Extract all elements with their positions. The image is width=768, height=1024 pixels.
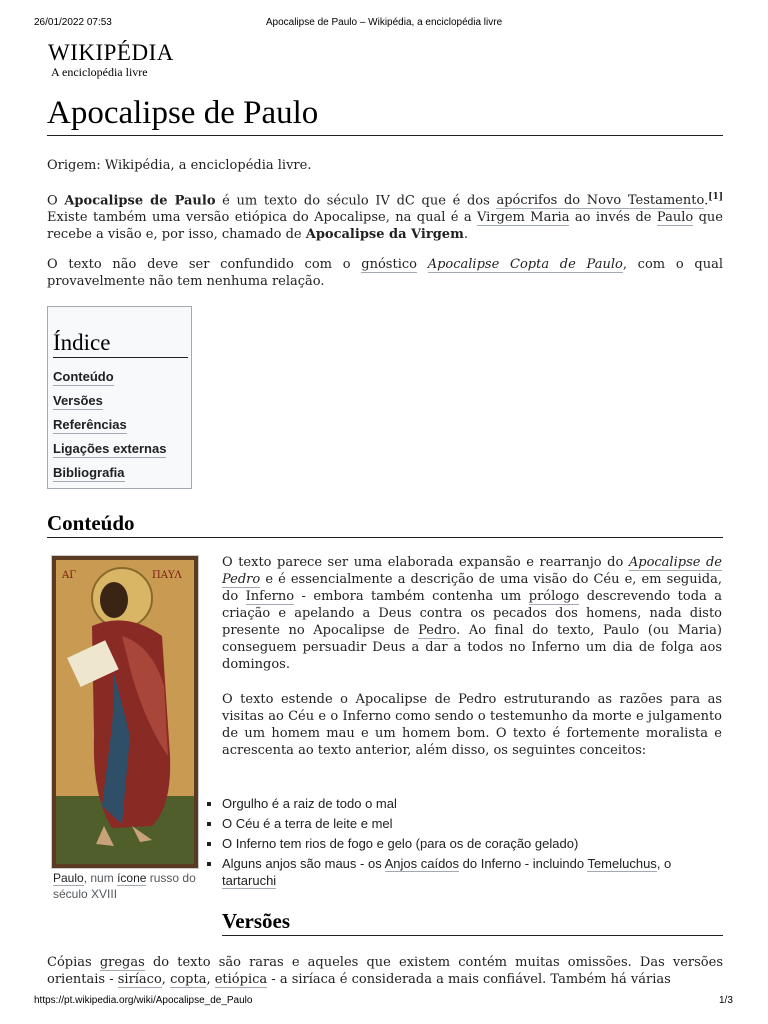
link-pedro[interactable]: Pedro: [418, 623, 457, 638]
section-heading-conteudo: Conteúdo: [47, 509, 723, 538]
logo-wordmark: WIKIPÉDIA: [48, 40, 174, 65]
image-caption: Paulo, num ícone russo do século XVIII: [53, 871, 196, 901]
link-gnostico[interactable]: gnóstico: [361, 257, 417, 272]
link-siriaco[interactable]: siríaco: [117, 972, 162, 987]
bold-term: Apocalipse de Paulo: [64, 193, 216, 209]
paulo-icon-image[interactable]: [51, 555, 199, 869]
caption-link-paulo[interactable]: Paulo: [53, 871, 84, 885]
origin-line: Origem: Wikipédia, a enciclopédia livre.: [47, 158, 312, 173]
caption-link-icone[interactable]: ícone: [117, 871, 147, 885]
link-inferno[interactable]: Inferno: [245, 589, 295, 604]
section-heading-versoes: Versões: [222, 907, 723, 936]
link-temeluchus[interactable]: Temeluchus: [587, 856, 657, 871]
table-of-contents: [47, 306, 192, 489]
intro-paragraph-1: O Apocalipse de Paulo é um texto do século IV dC que é dos apócrifos do Novo Testamento.[1] Existe também uma versão etiópica do Apocalipse, na qual é a Virgem Maria ao invés de Paulo que recebe a visão e, por isso, chamado de Apocalipse da Virgem.: [47, 192, 723, 243]
list-item: ▪ O Céu é a terra de leite e mel: [222, 815, 722, 832]
toc-item-conteudo[interactable]: Conteúdo: [53, 369, 114, 384]
toc-item-versoes[interactable]: Versões: [53, 393, 103, 408]
conteudo-paragraph-1: O texto parece ser uma elaborada expansão e rearranjo do Apocalipse de Pedro e é essencialmente a descrição de uma visão do Céu e, em seguida, do Inferno - embora também contenha um prólogo descrevendo toda a criação e apelando a Deus contra os pecados dos homens, nada disto presente no Apocalipse de Pedro. Ao final do texto, Paulo (ou Maria) conseguem persuadir Deus a dar a todos no Inferno um dia de folga aos domingos.: [222, 555, 723, 672]
reference-1[interactable]: [1]: [708, 192, 723, 202]
conteudo-paragraph-2: O texto estende o Apocalipse de Pedro estruturando as razões para as visitas ao Céu e o Inferno como sendo o testemunho da morte e julgamento de um homem mau e um homem bom. O texto é fortemente moralista e acrescenta ao texto anterior, além disso, os seguintes conceitos:: [222, 692, 722, 758]
print-url: https://pt.wikipedia.org/wiki/Apocalipse_de_Paulo: [34, 995, 253, 1006]
toc-item-referencias[interactable]: Referências: [53, 417, 127, 432]
versoes-paragraph: Cópias gregas do texto são raras e aqueles que existem contém muitas omissões. Das versões orientais - siríaco, copta, etiópica - a siríaca é considerada a mais confiável. Também há várias: [47, 955, 723, 987]
print-title: Apocalipse de Paulo – Wikipédia, a enciclopédia livre: [265, 17, 503, 28]
link-apocalipse-copta[interactable]: Apocalipse Copta de Paulo: [427, 257, 623, 272]
link-etiopica[interactable]: etiópica: [214, 972, 268, 987]
intro-paragraph-2: O texto não deve ser confundido com o gnóstico Apocalipse Copta de Paulo, com o qual provavelmente não tem nenhuma relação.: [47, 257, 723, 289]
wikipedia-logo[interactable]: [48, 41, 174, 79]
link-paulo[interactable]: Paulo: [656, 210, 694, 226]
link-virgem-maria[interactable]: Virgem Maria: [477, 210, 570, 226]
page-title: Apocalipse de Paulo: [47, 93, 723, 136]
concepts-list: [205, 795, 722, 892]
list-item: ▪ Orgulho é a raiz de todo o mal: [222, 795, 722, 812]
link-anjos-caidos[interactable]: Anjos caídos: [384, 856, 460, 871]
list-item: ▪ Alguns anjos são maus - os Anjos caídos do Inferno - incluindo Temeluchus, o tartaruchi: [222, 855, 722, 889]
toc-item-bibliografia[interactable]: Bibliografia: [53, 465, 125, 480]
print-datetime: 26/01/2022 07:53: [34, 17, 112, 28]
link-gregas[interactable]: gregas: [99, 955, 145, 970]
link-tartaruchi[interactable]: tartaruchi: [222, 873, 277, 888]
icon-label-left: ΑΓ: [62, 570, 77, 581]
bold-term: Apocalipse da Virgem: [305, 227, 464, 243]
print-page-number: 1/3: [719, 995, 733, 1006]
icon-label-right: ΠΑΥΛ: [152, 570, 182, 581]
link-apocrifos[interactable]: apócrifos do Novo Testamento: [496, 193, 705, 209]
toc-item-ligacoes-externas[interactable]: Ligações externas: [53, 441, 167, 456]
list-item: ▪ O Inferno tem rios de fogo e gelo (para os de coração gelado): [222, 835, 722, 852]
logo-tagline: A enciclopédia livre: [51, 65, 148, 79]
link-copta[interactable]: copta: [170, 972, 207, 987]
link-prologo[interactable]: prólogo: [528, 589, 580, 604]
toc-title: Índice: [53, 329, 188, 358]
link-apocalipse-de-pedro[interactable]: Apocalipse de Pedro: [222, 555, 722, 587]
